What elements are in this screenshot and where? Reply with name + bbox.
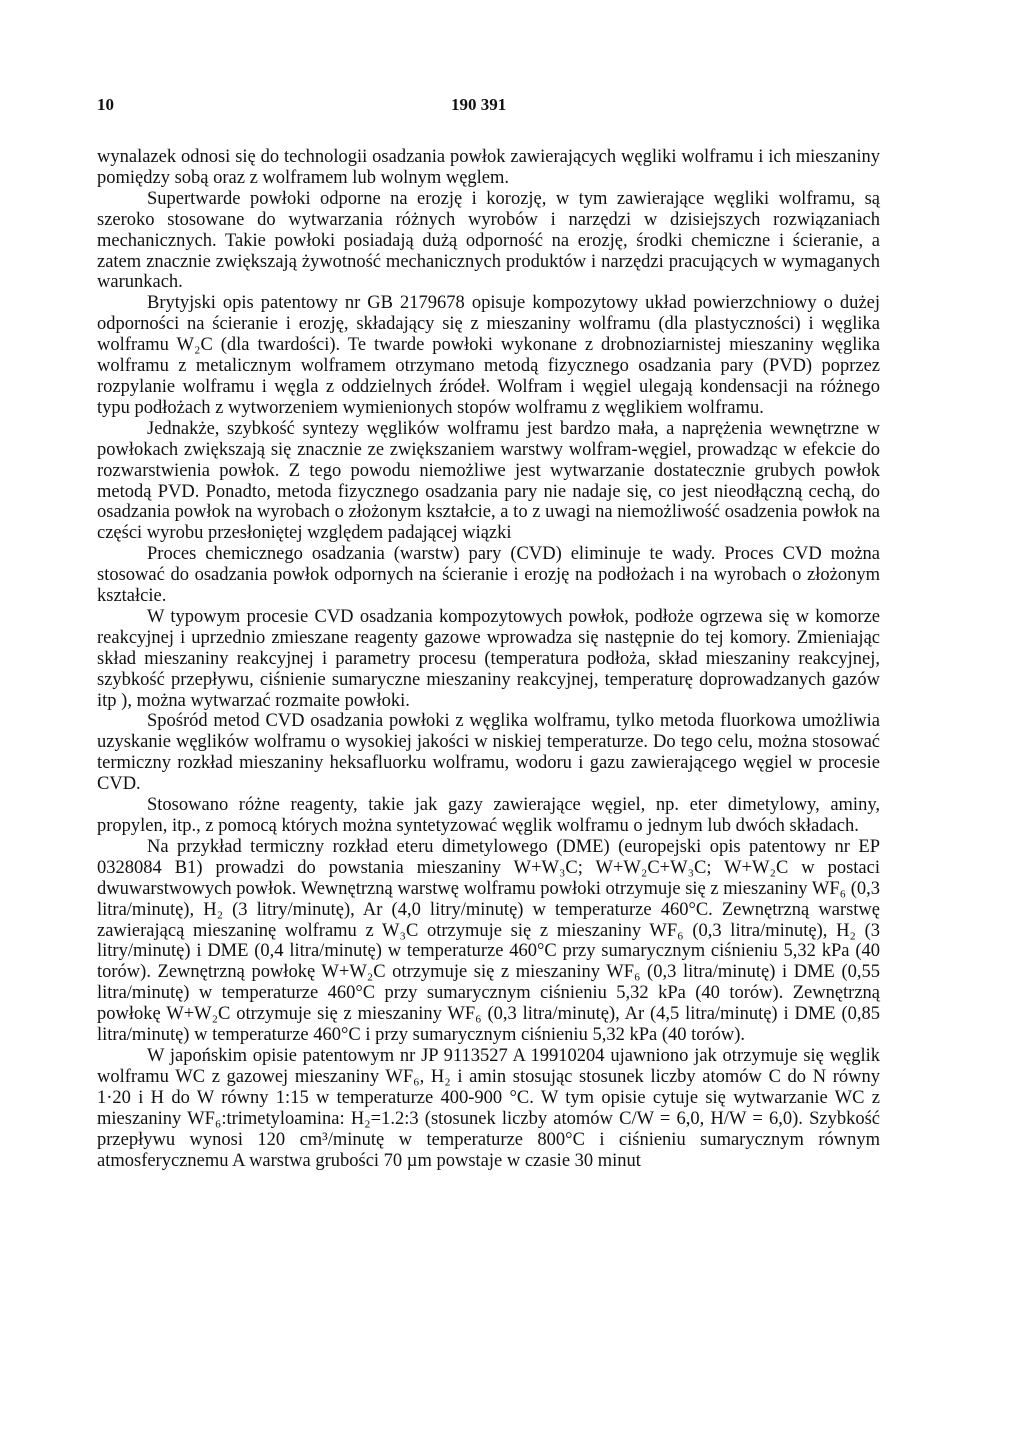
paragraph: W japońskim opisie patentowym nr JP 9113527 A 19910204 ujawniono jak otrzymuje się węglik wolframu WC z gazowej mieszaniny WF₆, H₂ i amin stosując stosunek liczby atomów C do N równy 1·20 i H do W równy 1:15 w temperaturze 400-900 °C. W tym opisie cytuje się wytwarzanie WC z mieszaniny WF₆:trimetyloamina: H₂=1.2:3 (stosunek liczby atomów C/W = 6,0, H/W = 6,0). Szybkość przepływu wynosi 120 cm³/minutę w temperaturze 800°C i ciśnieniu sumarycznym równym atmosferycznemu A warstwa grubości 70 µm powstaje w czasie 30 minut [97,1045,880,1171]
paragraph: W typowym procesie CVD osadzania kompozytowych powłok, podłoże ogrzewa się w komorze reakcyjnej i uprzednio zmieszane reagenty gazowe wprowadza się następnie do tej komory. Zmieniając skład mieszaniny reakcyjnej i parametry procesu (temperatura podłoża, skład mieszaniny reakcyjnej, szybkość przepływu, ciśnienie sumaryczne mieszaniny reakcyjnej, temperaturę doprowadzanych gazów itp ), można wytwarzać rozmaite powłoki. [97,606,880,711]
paragraph: Na przykład termiczny rozkład eteru dimetylowego (DME) (europejski opis patentowy nr EP 0328084 B1) prowadzi do powstania mieszaniny W+W₃C; W+W₂C+W₃C; W+W₂C w postaci dwuwarstwowych powłok. Wewnętrzną warstwę wolframu powłoki otrzymuje się z mieszaniny WF₆ (0,3 litra/minutę), H₂ (3 litry/minutę), Ar (4,0 litry/minutę) w temperaturze 460°C. Zewnętrzną warstwę zawierającą mieszaninę wolframu z W₃C otrzymuje się z mieszaniny WF₆ (0,3 litra/minutę), H₂ (3 litry/minutę) i DME (0,4 litra/minutę) w temperaturze 460°C przy sumarycznym ciśnieniu 5,32 kPa (40 torów). Zewnętrzną powłokę W+W₂C otrzymuje się z mieszaniny WF₆ (0,3 litra/minutę) i DME (0,55 litra/minutę) w temperaturze 460°C przy sumarycznym ciśnieniu 5,32 kPa (40 torów). Zewnętrzną powłokę W+W₂C otrzymuje się z mieszaniny WF₆ (0,3 litra/minutę), Ar (4,5 litra/minutę) i DME (0,85 litra/minutę) w temperaturze 460°C i przy sumarycznym ciśnieniu 5,32 kPa (40 torów). [97,836,880,1046]
paragraph: Supertwarde powłoki odporne na erozję i korozję, w tym zawierające węgliki wolframu, są szeroko stosowane do wytwarzania różnych wyrobów i narzędzi w dzisiejszych rozwiązaniach mechanicznych. Takie powłoki posiadają dużą odporność na erozję, środki chemiczne i ścieranie, a zatem znacznie zwiększają żywotność mechanicznych produktów i narzędzi pracujących w wymaganych warunkach. [97,188,880,293]
paragraph: wynalazek odnosi się do technologii osadzania powłok zawierających węgliki wolframu i ich mieszaniny pomiędzy sobą oraz z wolframem lub wolnym węglem. [97,147,880,188]
paragraph: Jednakże, szybkość syntezy węglików wolframu jest bardzo mała, a naprężenia wewnętrzne w powłokach zwiększają się znacznie ze zwiększaniem warstwy wolfram-węgiel, prowadząc w efekcie do rozwarstwienia powłok. Z tego powodu niemożliwe jest wytwarzanie dostatecznie grubych powłok metodą PVD. Ponadto, metoda fizycznego osadzania pary nie nadaje się, co jest nieodłączną cechą, do osadzania powłok na wyrobach o złożonym kształcie, a to z uwagi na niemożliwość osadzenia powłok na części wyrobu przesłoniętej względem padającej wiązki [97,418,880,544]
paragraph: Stosowano różne reagenty, takie jak gazy zawierające węgiel, np. eter dimetylowy, aminy, propylen, itp., z pomocą których można syntetyzować węglik wolframu o jednym lub dwóch składach. [97,795,880,836]
patent-number: 190 391 [451,95,507,114]
paragraph: Spośród metod CVD osadzania powłoki z węglika wolframu, tylko metoda fluorkowa umożliwia uzyskanie węglików wolframu o wysokiej jakości w niskiej temperaturze. Do tego celu, można stosować termiczny rozkład mieszaniny heksafluorku wolframu, wodoru i gazu zawierającego węgiel w procesie CVD. [97,711,880,795]
paragraph: Proces chemicznego osadzania (warstw) pary (CVD) eliminuje te wady. Proces CVD można stosować do osadzania powłok odpornych na ścieranie i erozję na podłożach i na wyrobach o złożonym kształcie. [97,544,880,607]
paragraph: Brytyjski opis patentowy nr GB 2179678 opisuje kompozytowy układ powierzchniowy o dużej odporności na ścieranie i erozję, składający się z mieszaniny wolframu (dla plastyczności) i węglika wolframu W₂C (dla twardości). Te twarde powłoki wykonane z drobnoziarnistej mieszaniny węglika wolframu z metalicznym wolframem otrzymano metodą fizycznego osadzania pary (PVD) poprzez rozpylanie wolframu i węgla z oddzielnych źródeł. Wolfram i węgiel ulegają kondensacji na różnego typu podłożach z wytworzeniem wymienionych stopów wolframu z węglikiem wolframu. [97,293,880,418]
document-body [97,147,880,1171]
page-number: 10 [97,95,114,114]
